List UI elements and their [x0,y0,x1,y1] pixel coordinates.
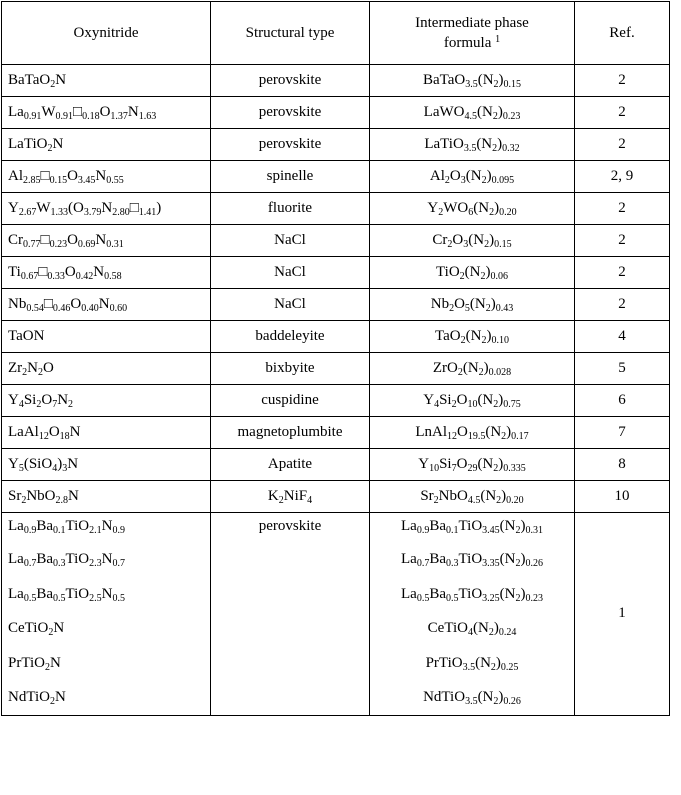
header-structural-type: Structural type [211,2,370,65]
ref-cell: 2 [575,225,670,257]
structural-type-cell: NaCl [211,289,370,321]
table-row [2,257,670,289]
structural-type-group-cell [211,513,370,716]
table-row [2,97,670,129]
structural-type-cell: perovskite [211,65,370,97]
intermediate-formula: $La_{0.7}Ba_{0.3}TiO_{3.35}(N_2)_{0.26}$ [401,551,543,569]
oxynitride-cell: BaTaO$_2$N [2,65,211,97]
oxynitride-cell: $Y_5(SiO_4)_3N$ [2,449,211,481]
ref-cell: 8 [575,449,670,481]
intermediate-phase-cell: $LnAl_{12}O_{19.5}(N_2)_{0.17}$ [370,417,575,449]
structural-type-cell: NaCl [211,257,370,289]
structural-type-cell: perovskite [211,97,370,129]
table-row [2,289,670,321]
intermediate-phase-cell: $Y_2WO_6(N_2)_{0.20}$ [370,193,575,225]
header-ref: Ref. [575,2,670,65]
intermediate-phase-cell: $Y_{10}Si_7O_{29}(N_2)_{0.335}$ [370,449,575,481]
intermediate-phase-cell: $Sr_2NbO_{4.5}(N_2)_{0.20}$ [370,481,575,513]
ref-cell: 7 [575,417,670,449]
intermediate-phase-cell: $LaWO_{4.5}(N_2)_{0.23}$ [370,97,575,129]
intermediate-formula: $NdTiO_{3.5}(N_2)_{0.26}$ [423,689,521,707]
oxynitride-cell: $LaAl_{12}O_{18}N$ [2,417,211,449]
ref-cell: 10 [575,481,670,513]
oxynitride-cell: $Y_{2.67}W_{1.33}(O_{3.79}N_{2.80}□_{1.41})$ [2,193,211,225]
ref-cell: 5 [575,353,670,385]
intermediate-phase-cell: $Cr_2O_3(N_2)_{0.15}$ [370,225,575,257]
table-row [2,481,670,513]
oxynitride-cell: $Zr_2N_2O$ [2,353,211,385]
structural-type-cell: NaCl [211,225,370,257]
table-row [2,417,670,449]
table-row [2,353,670,385]
ref-cell: 4 [575,321,670,353]
oxynitride-table [1,1,670,716]
structural-type-cell: $K_2NiF_4$ [211,481,370,513]
footnote-marker: 1 [495,34,501,45]
intermediate-phase-cell: $BaTaO_{3.5}(N_2)_{0.15}$ [370,65,575,97]
oxynitride-formula: $La_{0.5}Ba_{0.5}TiO_{2.5}N_{0.5}$ [8,585,125,604]
oxynitride-cell: $Cr_{0.77}□_{0.23}O_{0.69}N_{0.31}$ [2,225,211,257]
oxynitride-formula: PrTiO$_2$N [8,654,61,673]
ref-cell: 6 [575,385,670,417]
oxynitride-formula: $La_{0.7}Ba_{0.3}TiO_{2.3}N_{0.7}$ [8,551,125,569]
header-row [2,2,670,65]
structural-type-cell: cuspidine [211,385,370,417]
header-intermediate-phase [370,2,575,65]
intermediate-phase-cell: $Y_4Si_2O_{10}(N_2)_{0.75}$ [370,385,575,417]
intermediate-phase-cell: $Al_2O_3(N_2)_{0.095}$ [370,161,575,193]
header-oxynitride: Oxynitride [2,2,211,65]
structural-type-cell: magnetoplumbite [211,417,370,449]
oxynitride-cell: $Sr_2NbO_{2.8}N$ [2,481,211,513]
intermediate-phase-cell: $TaO_2(N_2)_{0.10}$ [370,321,575,353]
header-intermediate-line1: Intermediate phase [415,15,529,31]
structural-type-cell: bixbyite [211,353,370,385]
table-row [2,385,670,417]
table-row [2,449,670,481]
structural-type-cell: baddeleyite [211,321,370,353]
oxynitride-cell: $La_{0.91}W_{0.91}□_{0.18}O_{1.37}N_{1.63}$ [2,97,211,129]
oxynitride-formula: CeTiO$_2$N [8,620,65,638]
oxynitride-cell: $Y_4Si_2O_7N_2$ [2,385,211,417]
oxynitride-formula: $La_{0.9}Ba_{0.1}TiO_{2.1}N_{0.9}$ [8,518,125,536]
oxynitride-formula: NdTiO$_2$N [8,689,66,707]
table-row [2,225,670,257]
structural-type-cell: Apatite [211,449,370,481]
oxynitride-cell: TaON [2,321,211,353]
intermediate-formula: $La_{0.5}Ba_{0.5}TiO_{3.25}(N_2)_{0.23}$ [401,585,543,604]
intermediate-phase-cell: $LaTiO_{3.5}(N_2)_{0.32}$ [370,129,575,161]
structural-type-text: perovskite [258,518,322,534]
oxynitride-cell: LaTiO$_2$N [2,129,211,161]
intermediate-phase-cell: $Nb_2O_5(N_2)_{0.43}$ [370,289,575,321]
intermediate-formula: $CeTiO_4(N_2)_{0.24}$ [427,620,517,638]
ref-cell: 2 [575,65,670,97]
ref-cell: 2 [575,97,670,129]
intermediate-phase-cell: $ZrO_2(N_2)_{0.028}$ [370,353,575,385]
table-row [2,193,670,225]
ref-cell: 2 [575,193,670,225]
intermediate-formula: $La_{0.9}Ba_{0.1}TiO_{3.45}(N_2)_{0.31}$ [401,518,543,536]
oxynitride-cell: $Nb_{0.54}□_{0.46}O_{0.40}N_{0.60}$ [2,289,211,321]
oxynitride-cell: $Al_{2.85}□_{0.15}O_{3.45}N_{0.55}$ [2,161,211,193]
ref-cell: 2 [575,257,670,289]
oxynitride-cell: $Ti_{0.67}□_{0.33}O_{0.42}N_{0.58}$ [2,257,211,289]
structural-type-cell: perovskite [211,129,370,161]
header-intermediate-line2: formula [443,35,492,51]
intermediate-formula: $PrTiO_{3.5}(N_2)_{0.25}$ [425,654,519,673]
intermediate-phase-cell: $TiO_2(N_2)_{0.06}$ [370,257,575,289]
oxynitride-group-cell [2,513,211,716]
table-row [2,161,670,193]
ref-cell: 2 [575,129,670,161]
table-row [2,65,670,97]
table-row-group [2,513,670,716]
structural-type-cell: fluorite [211,193,370,225]
table-row [2,321,670,353]
table-row [2,129,670,161]
structural-type-cell: spinelle [211,161,370,193]
intermediate-group-cell [370,513,575,716]
ref-group-cell: 1 [575,513,670,716]
ref-cell: 2 [575,289,670,321]
ref-cell: 2, 9 [575,161,670,193]
